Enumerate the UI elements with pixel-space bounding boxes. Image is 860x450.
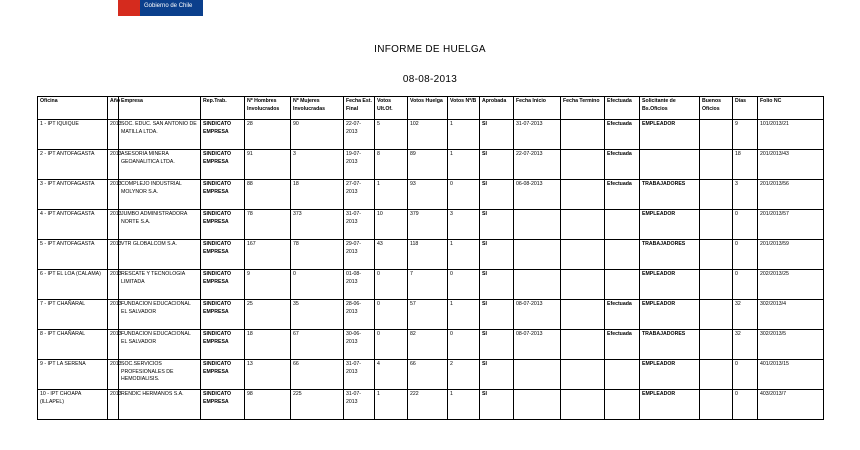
table-cell: 118	[408, 240, 448, 270]
table-cell: 28-06-2013	[344, 300, 375, 330]
table-cell	[605, 390, 640, 420]
column-header: Días	[733, 97, 758, 120]
column-header: Fecha Termino	[561, 97, 605, 120]
table-cell: 2013	[108, 210, 119, 240]
table-cell: 18	[733, 150, 758, 180]
table-cell: 31-07-2013	[344, 390, 375, 420]
table-cell: 0	[448, 270, 480, 300]
table-cell: 201/2013/56	[758, 180, 824, 210]
table-cell: SINDICATO EMPRESA	[201, 150, 245, 180]
table-row	[38, 120, 824, 150]
table-cell	[605, 240, 640, 270]
column-header: Fecha Est. Final	[344, 97, 375, 120]
table-cell: 403/2013/7	[758, 390, 824, 420]
table-cell: FUNDACION EDUCACIONAL EL SALVADOR	[119, 300, 201, 330]
table-cell: 0	[448, 180, 480, 210]
table-cell	[561, 240, 605, 270]
table-cell: 2013	[108, 270, 119, 300]
table-cell: SINDICATO EMPRESA	[201, 330, 245, 360]
table-cell	[561, 270, 605, 300]
table-cell: 10	[375, 210, 408, 240]
table-cell	[700, 300, 733, 330]
table-cell: 201/2013/57	[758, 210, 824, 240]
column-header: Votos Nº/B	[448, 97, 480, 120]
table-cell: 0	[448, 330, 480, 360]
table-cell: 2013	[108, 120, 119, 150]
table-cell	[605, 270, 640, 300]
table-cell: Efectuada	[605, 300, 640, 330]
table-cell: 78	[245, 210, 291, 240]
column-header: Fecha Inicio	[514, 97, 561, 120]
table-cell: 91	[245, 150, 291, 180]
table-cell: 3	[291, 150, 344, 180]
table-cell: 201/2013/59	[758, 240, 824, 270]
table-cell: SINDICATO EMPRESA	[201, 120, 245, 150]
table-cell: 1	[375, 390, 408, 420]
table-cell	[700, 180, 733, 210]
table-cell	[700, 330, 733, 360]
table-cell: 379	[408, 210, 448, 240]
table-cell: 13	[245, 360, 291, 390]
table-cell: 43	[375, 240, 408, 270]
table-cell: 7 - IPT CHAÑARAL	[38, 300, 108, 330]
table-cell: SI	[480, 240, 514, 270]
table-cell: SI	[480, 360, 514, 390]
table-cell: 1	[448, 300, 480, 330]
table-row	[38, 210, 824, 240]
table-cell: SI	[480, 210, 514, 240]
table-cell: 35	[291, 300, 344, 330]
table-cell: 4	[375, 360, 408, 390]
column-header: Empresa	[119, 97, 201, 120]
table-cell	[700, 240, 733, 270]
table-cell	[561, 330, 605, 360]
column-header: Votos Ult.Of.	[375, 97, 408, 120]
table-cell: 2013	[108, 300, 119, 330]
table-cell: 401/2013/15	[758, 360, 824, 390]
table-cell: 89	[408, 150, 448, 180]
table-cell: 102	[408, 120, 448, 150]
table-cell: 31-07-2013	[514, 120, 561, 150]
table-row	[38, 360, 824, 390]
table-cell: 2 - IPT ANTOFAGASTA	[38, 150, 108, 180]
table-cell: 0	[733, 270, 758, 300]
table-cell: 32	[733, 330, 758, 360]
table-cell: SINDICATO EMPRESA	[201, 390, 245, 420]
table-row	[38, 150, 824, 180]
table-cell: 222	[408, 390, 448, 420]
table-cell: Efectuada	[605, 330, 640, 360]
table-cell	[514, 390, 561, 420]
table-cell: 0	[375, 270, 408, 300]
table-row	[38, 180, 824, 210]
table-cell: 67	[291, 330, 344, 360]
column-header: Folio NC	[758, 97, 824, 120]
table-cell: 2013	[108, 240, 119, 270]
table-cell: 22-07-2013	[344, 120, 375, 150]
table-cell: 1	[375, 180, 408, 210]
table-cell: 8 - IPT CHAÑARAL	[38, 330, 108, 360]
table-cell: 9	[245, 270, 291, 300]
table-cell: 25	[245, 300, 291, 330]
table-row	[38, 300, 824, 330]
table-cell: 29-07-2013	[344, 240, 375, 270]
table-cell: RESCATE Y TECNOLOGIA LIMITADA	[119, 270, 201, 300]
table-cell: 27-07-2013	[344, 180, 375, 210]
table-cell: 167	[245, 240, 291, 270]
table-cell: 2013	[108, 150, 119, 180]
table-cell: 201/2013/43	[758, 150, 824, 180]
table-cell: SI	[480, 150, 514, 180]
table-cell: SINDICATO EMPRESA	[201, 240, 245, 270]
table-cell: 1	[448, 120, 480, 150]
table-cell: EMPLEADOR	[640, 360, 700, 390]
table-cell: SINDICATO EMPRESA	[201, 360, 245, 390]
table-cell: EMPLEADOR	[640, 210, 700, 240]
table-cell: 1	[448, 390, 480, 420]
table-cell: 88	[245, 180, 291, 210]
table-cell: 1	[448, 240, 480, 270]
table-cell: 9 - IPT LA SERENA	[38, 360, 108, 390]
column-header: Aprobada	[480, 97, 514, 120]
table-cell: 82	[408, 330, 448, 360]
table-cell: Efectuada	[605, 180, 640, 210]
table-row	[38, 270, 824, 300]
table-cell: 302/2013/5	[758, 330, 824, 360]
table-cell: 18	[245, 330, 291, 360]
table-cell	[700, 270, 733, 300]
column-header: Nº Mujeres Involucradas	[291, 97, 344, 120]
table-cell: 9	[733, 120, 758, 150]
table-cell: 30-06-2013	[344, 330, 375, 360]
table-cell: 0	[733, 240, 758, 270]
table-cell: 28	[245, 120, 291, 150]
table-cell: 8	[375, 150, 408, 180]
table-cell	[561, 390, 605, 420]
table-cell: TRABAJADORES	[640, 240, 700, 270]
table-cell: 0	[291, 270, 344, 300]
column-header: Año	[108, 97, 119, 120]
table-cell	[514, 360, 561, 390]
table-cell: 2013	[108, 180, 119, 210]
table-cell	[605, 360, 640, 390]
column-header: Oficina	[38, 97, 108, 120]
table-cell: 57	[408, 300, 448, 330]
table-cell: 5	[375, 120, 408, 150]
table-header-row	[38, 97, 824, 120]
column-header: Efectuada	[605, 97, 640, 120]
table-cell: 08-07-2013	[514, 300, 561, 330]
table-cell: 225	[291, 390, 344, 420]
table-cell	[700, 120, 733, 150]
table-cell: 3	[448, 210, 480, 240]
table-cell: 06-08-2013	[514, 180, 561, 210]
table-cell: SI	[480, 300, 514, 330]
table-cell: 90	[291, 120, 344, 150]
table-cell	[700, 210, 733, 240]
table-cell: 4 - IPT ANTOFAGASTA	[38, 210, 108, 240]
table-cell: 22-07-2013	[514, 150, 561, 180]
table-row	[38, 240, 824, 270]
table-cell: EMPLEADOR	[640, 390, 700, 420]
table-cell: 0	[375, 330, 408, 360]
table-cell	[561, 150, 605, 180]
table-cell: 1 - IPT IQUIQUE	[38, 120, 108, 150]
table-cell: 373	[291, 210, 344, 240]
table-cell: 0	[733, 390, 758, 420]
table-cell: 08-07-2013	[514, 330, 561, 360]
table-cell	[561, 120, 605, 150]
table-cell: 2	[448, 360, 480, 390]
table-cell: VTR GLOBALCOM S.A.	[119, 240, 201, 270]
table-cell: TRABAJADORES	[640, 180, 700, 210]
table-cell: 31-07-2013	[344, 210, 375, 240]
logo-flag-block	[118, 0, 140, 16]
table-cell: 10 - IPT CHOAPA (ILLAPEL)	[38, 390, 108, 420]
table-cell: TRABAJADORES	[640, 330, 700, 360]
table-cell: 0	[375, 300, 408, 330]
table-cell: 2013	[108, 330, 119, 360]
table-cell: 2013	[108, 360, 119, 390]
table-cell: 7	[408, 270, 448, 300]
table-cell: JUMBO ADMINISTRADORA NORTE S.A.	[119, 210, 201, 240]
table-cell: 3 - IPT ANTOFAGASTA	[38, 180, 108, 210]
table-cell	[605, 210, 640, 240]
table-cell	[700, 390, 733, 420]
table-cell	[700, 150, 733, 180]
table-cell: 202/2013/25	[758, 270, 824, 300]
table-cell: EMPLEADOR	[640, 300, 700, 330]
table-cell: Efectuada	[605, 150, 640, 180]
table-cell: 78	[291, 240, 344, 270]
table-cell: COMPLEJO INDUSTRIAL MOLYNOR S.A.	[119, 180, 201, 210]
table-cell: 19-07-2013	[344, 150, 375, 180]
table-cell: 66	[291, 360, 344, 390]
table-cell: EMPLEADOR	[640, 120, 700, 150]
table-cell: 18	[291, 180, 344, 210]
table-cell: 32	[733, 300, 758, 330]
table-cell: Efectuada	[605, 120, 640, 150]
table-cell: SI	[480, 390, 514, 420]
table-cell: FUNDACION EDUCACIONAL EL SALVADOR	[119, 330, 201, 360]
table-cell	[640, 150, 700, 180]
table-cell: SOC. EDUC. SAN ANTONIO DE MATILLA LTDA.	[119, 120, 201, 150]
table-cell: EMPLEADOR	[640, 270, 700, 300]
table-cell: SINDICATO EMPRESA	[201, 180, 245, 210]
report-title: INFORME DE HUELGA	[374, 44, 486, 55]
table-cell: 66	[408, 360, 448, 390]
column-header: Nº Hombres Involucrados	[245, 97, 291, 120]
table-cell: SI	[480, 180, 514, 210]
table-cell: SINDICATO EMPRESA	[201, 300, 245, 330]
table-cell: 1	[448, 150, 480, 180]
table-cell: 98	[245, 390, 291, 420]
table-cell: 101/2013/21	[758, 120, 824, 150]
table-cell: 3	[733, 180, 758, 210]
table-cell: 2013	[108, 390, 119, 420]
table-cell: 93	[408, 180, 448, 210]
strike-report-table	[37, 96, 824, 420]
table-cell: SI	[480, 330, 514, 360]
table-cell: SINDICATO EMPRESA	[201, 210, 245, 240]
table-cell: SI	[480, 270, 514, 300]
column-header: Solicitante de Bs.Oficios	[640, 97, 700, 120]
table-cell	[561, 180, 605, 210]
table-cell: 01-08-2013	[344, 270, 375, 300]
table-cell	[514, 240, 561, 270]
table-cell	[561, 360, 605, 390]
table-cell	[561, 300, 605, 330]
table-cell: 31-07-2013	[344, 360, 375, 390]
table-cell	[561, 210, 605, 240]
table-cell	[514, 270, 561, 300]
table-cell	[700, 360, 733, 390]
table-cell: SINDICATO EMPRESA	[201, 270, 245, 300]
column-header: Buenos Oficios	[700, 97, 733, 120]
report-date: 08-08-2013	[402, 74, 458, 85]
table-cell: 0	[733, 360, 758, 390]
table-row	[38, 390, 824, 420]
table-cell: SOC.SERVICIOS PROFESIONALES DE HEMODIALISIS.	[119, 360, 201, 390]
table-cell: 0	[733, 210, 758, 240]
table-cell: ASESORIA MINERA GEOANALITICA LTDA.	[119, 150, 201, 180]
table-cell: 6 - IPT EL LOA (CALAMA)	[38, 270, 108, 300]
table-cell: RENDIC HERMANOS S.A.	[119, 390, 201, 420]
logo-text: Gobierno de Chile	[144, 3, 193, 9]
column-header: Rep.Trab.	[201, 97, 245, 120]
column-header: Votos Huelga	[408, 97, 448, 120]
table-cell: SI	[480, 120, 514, 150]
table-cell: 5 - IPT ANTOFAGASTA	[38, 240, 108, 270]
table-cell: 302/2013/4	[758, 300, 824, 330]
table-cell	[514, 210, 561, 240]
table-row	[38, 330, 824, 360]
gobierno-logo	[118, 0, 203, 16]
